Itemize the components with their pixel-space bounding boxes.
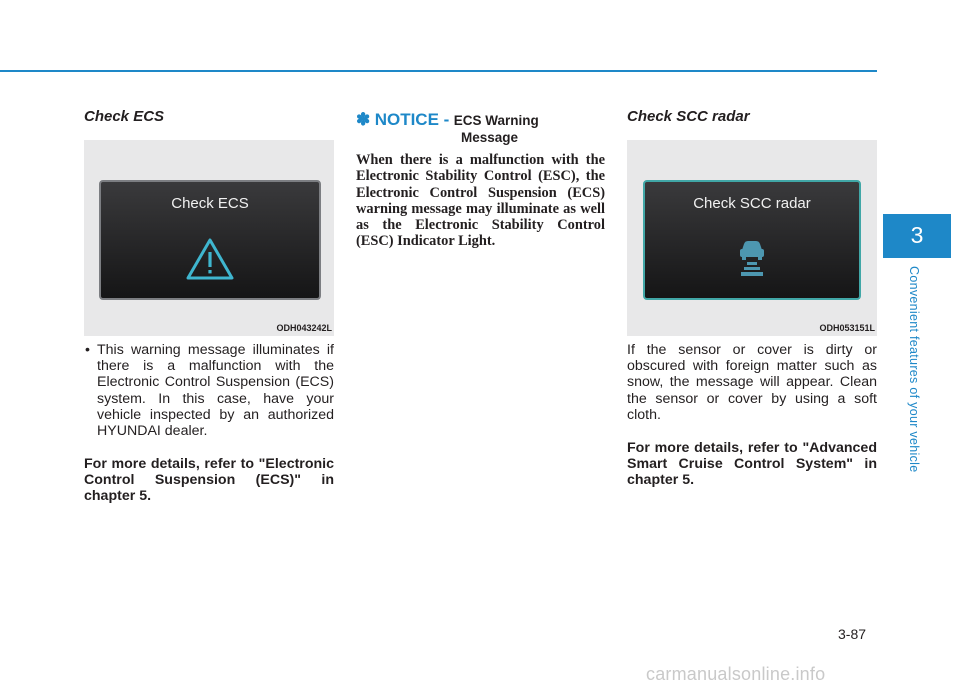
notice-body: When there is a malfunction with the Electronic Stability Control (ESC), the Electronic Control Suspension (ECS) warning message may illuminate as well as the Electronic Stability Control (ESC) Indicator Light.	[356, 152, 605, 250]
warning-triangle-icon	[185, 237, 235, 281]
reference-text: For more details, refer to "Advanced Smart Cruise Control System" in chapter 5.	[627, 440, 877, 489]
figure-code: ODH053151L	[819, 323, 875, 333]
section-title-check-scc-radar: Check SCC radar	[627, 108, 750, 125]
header-rule	[0, 70, 877, 72]
figure-code: ODH043242L	[276, 323, 332, 333]
body-text: If the sensor or cover is dirty or obscured with foreign matter such as snow, the message will appear. Clean the sensor or cover by using a soft cloth.	[627, 342, 877, 423]
figure-check-ecs	[84, 140, 334, 336]
section-title-check-ecs: Check ECS	[84, 108, 165, 125]
bullet-list	[84, 342, 334, 439]
chapter-title-vertical: Convenient features of your vehicle	[907, 266, 921, 473]
notice-star-icon: ✽	[356, 110, 371, 129]
notice-subtitle: ECS Warning	[453, 113, 539, 128]
cluster-display	[643, 180, 861, 300]
figure-check-scc-radar	[627, 140, 877, 336]
notice-subtitle-line2: Message	[461, 130, 519, 145]
chapter-number: 3	[910, 222, 924, 248]
page-number: 3-87	[838, 626, 867, 642]
bullet-dot: •	[85, 342, 90, 358]
watermark: carmanualsonline.info	[646, 664, 826, 684]
chapter-tab	[883, 214, 951, 258]
bullet-text: This warning message illuminates if there is a malfunction with the Electronic Control Suspension (ECS) system. In this case, have your vehicle inspected by an authorized HYUNDAI dealer.	[97, 342, 334, 440]
display-message: Check SCC radar	[693, 195, 811, 212]
cluster-display	[99, 180, 321, 300]
notice-label: NOTICE -	[374, 110, 450, 129]
display-message: Check ECS	[171, 195, 249, 212]
reference-text: For more details, refer to "Electronic Control Suspension (ECS)" in chapter 5.	[84, 456, 334, 505]
radar-car-icon	[735, 240, 769, 278]
list-item	[84, 342, 334, 439]
notice-heading	[356, 110, 605, 146]
